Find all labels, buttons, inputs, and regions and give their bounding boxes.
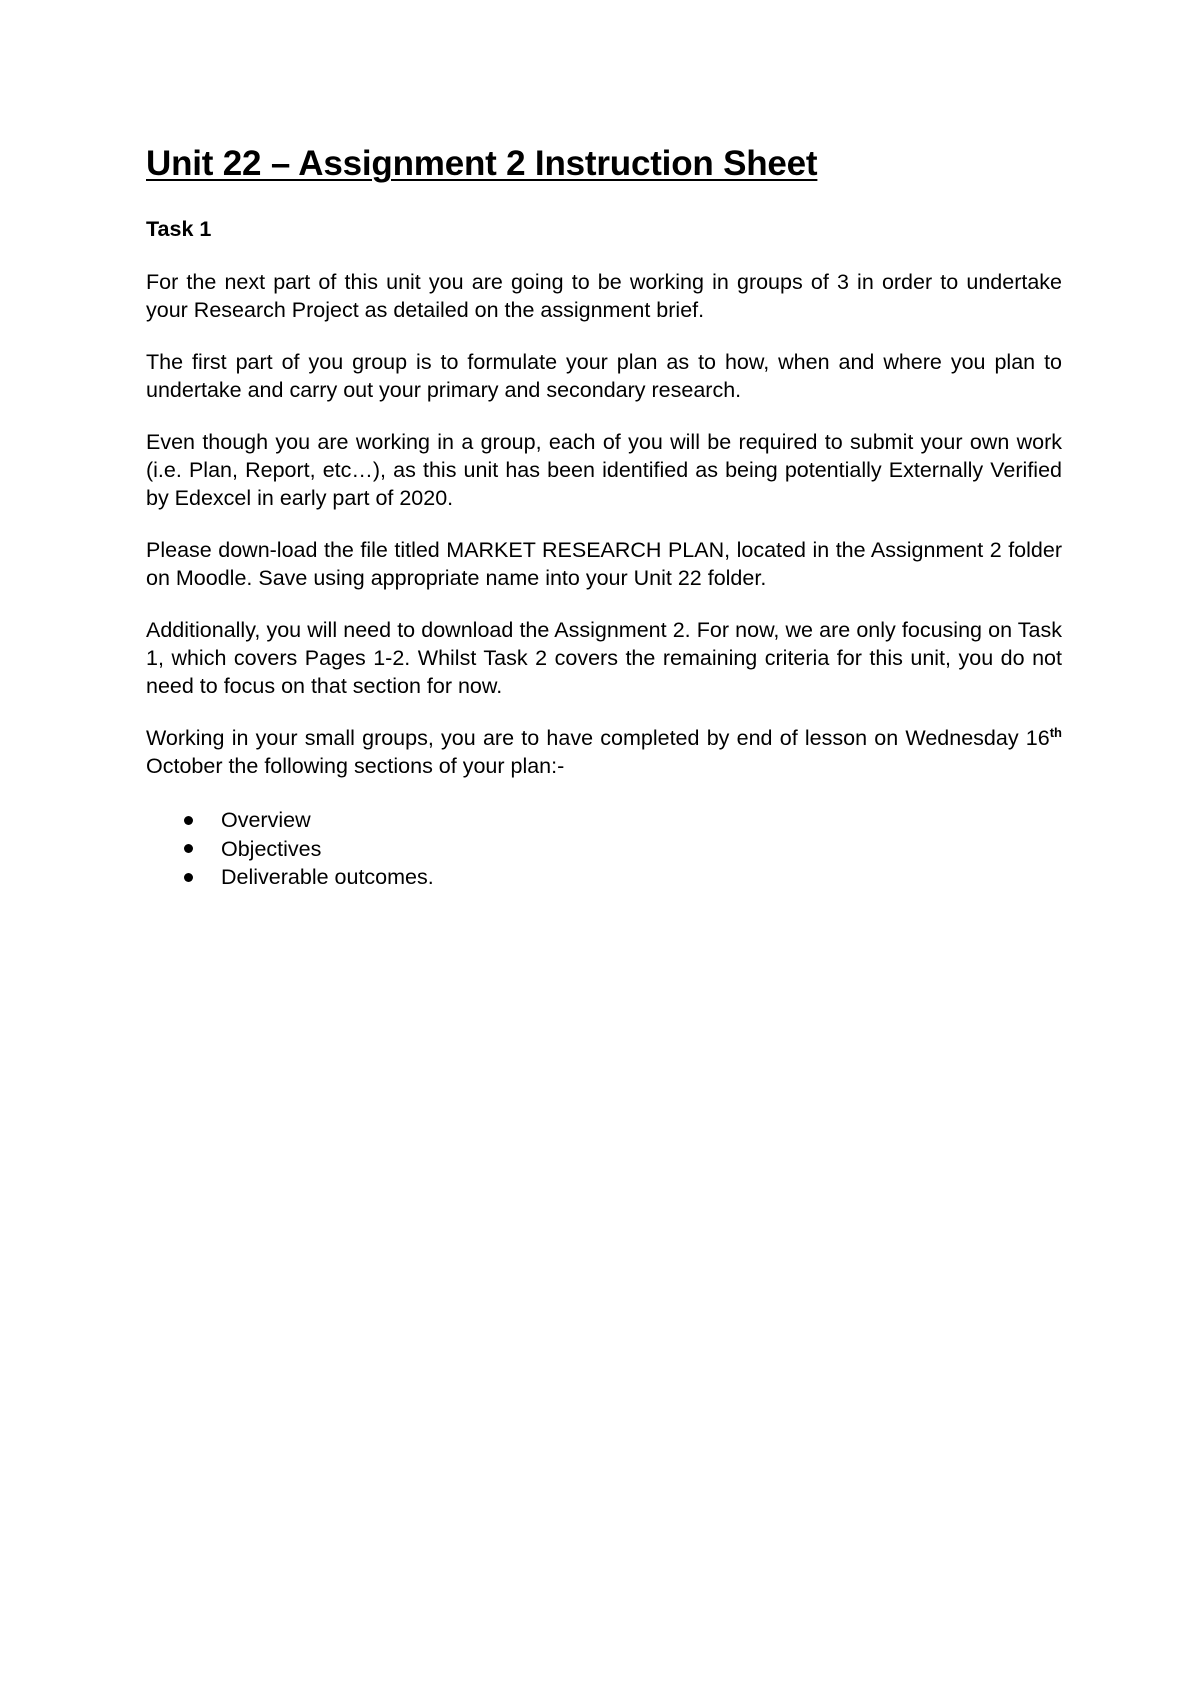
bullet-icon <box>184 873 193 882</box>
paragraph-plan: The first part of you group is to formulate your plan as to how, when and where you plan to undertake and carry out your primary and secondary research. <box>146 350 1062 402</box>
date-ordinal-suffix: th <box>1049 724 1062 740</box>
list-item <box>146 863 1062 892</box>
bullet-icon <box>184 844 193 853</box>
paragraph-groups: For the next part of this unit you are going to be working in groups of 3 in order to undertake your Research Project as detailed on the assignment brief. <box>146 270 1062 322</box>
list-item-label: Deliverable outcomes. <box>221 865 434 889</box>
task-heading: Task 1 <box>146 217 212 241</box>
paragraph-download: Please down-load the file titled MARKET RESEARCH PLAN, located in the Assignment 2 folder on Moodle. Save using appropriate name into your Unit 22 folder. <box>146 538 1062 590</box>
document-title: Unit 22 – Assignment 2 Instruction Sheet <box>146 144 818 183</box>
bullet-icon <box>184 816 193 825</box>
deadline-text-end: October the following sections of your plan:- <box>146 754 565 778</box>
document-body <box>146 140 1062 892</box>
paragraph-individual-work: Even though you are working in a group, each of you will be required to submit your own work (i.e. Plan, Report, etc…), as this unit has been identified as being potentially Externally Verified by Edexcel in early part of 2020. <box>146 430 1062 510</box>
paragraph-assignment: Additionally, you will need to download the Assignment 2. For now, we are only focusing on Task 1, which covers Pages 1-2. Whilst Task 2 covers the remaining criteria for this unit, you do not need to focus on that section for now. <box>146 618 1062 698</box>
list-item-label: Objectives <box>221 836 322 861</box>
paragraph-deadline <box>146 724 1062 780</box>
plan-sections-list <box>146 806 1062 892</box>
deadline-text-start: Working in your small groups, you are to have completed by end of lesson on Wednesday 16 <box>146 726 1050 750</box>
list-item <box>146 835 1062 864</box>
list-item <box>146 806 1062 835</box>
list-item-label: Overview <box>221 808 311 832</box>
